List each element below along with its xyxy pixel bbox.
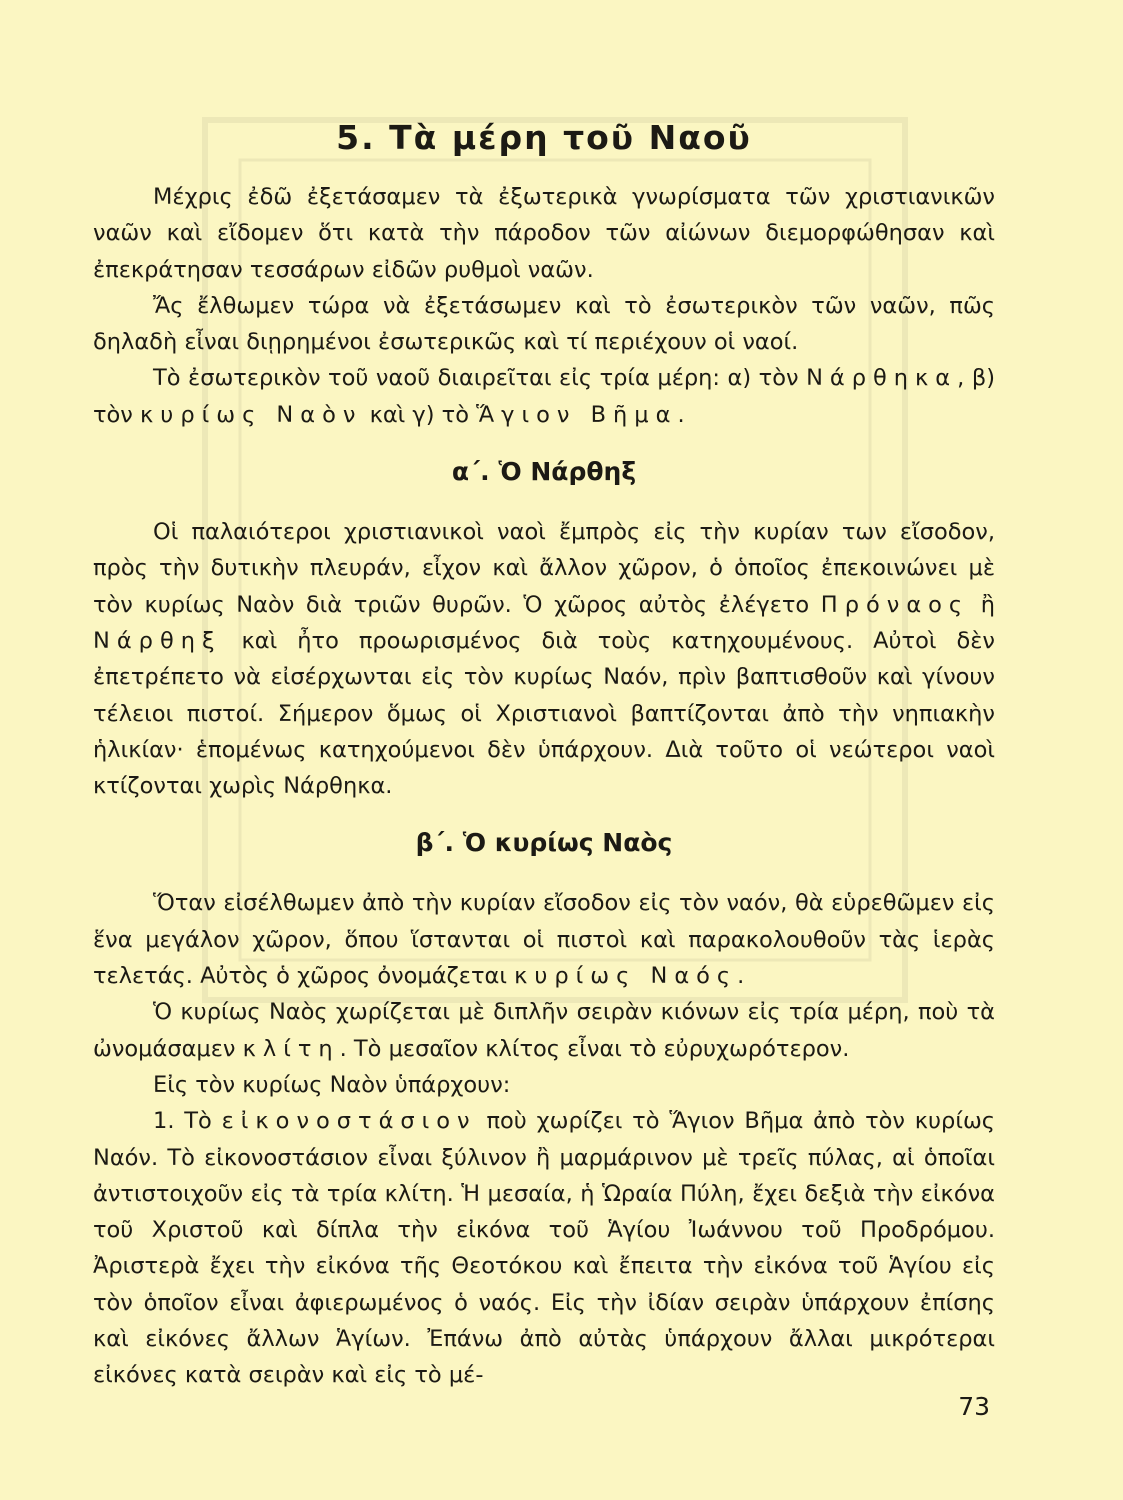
- page-number: 73: [958, 1392, 990, 1421]
- nave-paragraph-4: 1. Τὸ εἰκονοστάσιον ποὺ χωρίζει τὸ Ἅγιον Βῆμα ἀπὸ τὸν κυρίως Ναόν. Τὸ εἰκονοστάσιον εἶναι ξύλινον ἢ μαρμάρινον μὲ τρεῖς πύλας, αἱ ὁποῖαι ἀντιστοιχοῦν εἰς τὰ τρία κλίτη. Ἡ μεσαία, ἡ Ὡραία Πύλη, ἔχει δεξιὰ τὴν εἰκόνα τοῦ Χριστοῦ καὶ δίπλα τὴν εἰκόνα τοῦ Ἁγίου Ἰωάννου τοῦ Προδρόμου. Ἀριστερὰ ἔχει τὴν εἰκόνα τῆς Θεοτόκου καὶ ἔπειτα τὴν εἰκόνα τοῦ Ἁγίου εἰς τὸν ὁποῖον εἶναι ἀφιερωμένος ὁ ναός. Εἰς τὴν ἰδίαν σειρὰν ὑπάρχουν ἐπίσης καὶ εἰκόνες ἄλλων Ἁγίων. Ἐπάνω ἀπὸ αὐτὰς ὑπάρχουν ἄλλαι μικρότεραι εἰκόνες κατὰ σειρὰν καὶ εἰς τὸ μέ-: [93, 1108, 996, 1389]
- nave-paragraph-3: Εἰς τὸν κυρίως Ναὸν ὑπάρχουν:: [153, 1071, 511, 1098]
- chapter-title: 5. Τὰ μέρη τοῦ Ναοῦ: [336, 118, 752, 157]
- nave-paragraph-1: Ὅταν εἰσέλθωμεν ἀπὸ τὴν κυρίαν εἴσοδον εἰς τὸν ναόν, θὰ εὑρεθῶμεν εἰς ἕνα μεγάλον χῶρον, ὅπου ἵστανται οἱ πιστοὶ καὶ παρακολουθοῦν τὰς ἱερὰς τελετάς. Αὐτὸς ὁ χῶρος ὀνομάζεται κυρίως Ναός.: [93, 890, 995, 990]
- section-heading-narthex: α΄. Ὁ Νάρθηξ: [451, 457, 637, 487]
- intro-paragraph-1: Μέχρις ἐδῶ ἐξετάσαμεν τὰ ἐξωτερικὰ γνωρίσματα τῶν χριστιανικῶν ναῶν καὶ εἴδομεν ὅτι κατὰ τὴν πάροδον τῶν αἰώνων διεμορφώθησαν καὶ ἐπεκράτησαν τεσσάρων εἰδῶν ρυθμοὶ ναῶν.: [93, 184, 995, 283]
- intro-paragraph-2: Ἄς ἔλθωμεν τώρα νὰ ἐξετάσωμεν καὶ τὸ ἐσωτερικὸν τῶν ναῶν, πῶς δηλαδὴ εἶναι διῃρημένοι ἐσωτερικῶς καὶ τί περιέχουν οἱ ναοί.: [93, 292, 995, 356]
- section-heading-nave: β΄. Ὁ κυρίως Ναὸς: [415, 828, 673, 858]
- intro-paragraph-3: Τὸ ἐσωτερικὸν τοῦ ναοῦ διαιρεῖται εἰς τρία μέρη: α) τὸν Νάρθηκα, β) τὸν κυρίως Ναὸν καὶ γ) τὸ Ἅγιον Βῆμα.: [93, 365, 995, 428]
- nave-paragraph-2: Ὁ κυρίως Ναὸς χωρίζεται μὲ διπλῆν σειρὰν κιόνων εἰς τρία μέρη, ποὺ τὰ ὠνομάσαμεν κλίτη. Τὸ μεσαῖον κλίτος εἶναι τὸ εὐρυχωρότερον.: [93, 999, 995, 1062]
- narthex-paragraph: Οἱ παλαιότεροι χριστιανικοὶ ναοὶ ἔμπρὸς εἰς τὴν κυρίαν των εἴσοδον, πρὸς τὴν δυτικὴν πλευράν, εἶχον καὶ ἄλλον χῶρον, ὁ ὁποῖος ἐπεκοινώνει μὲ τὸν κυρίως Ναὸν διὰ τριῶν θυρῶν. Ὁ χῶρος αὐτὸς ἐλέγετο Πρόναος ἢ Νάρθηξ καὶ ἦτο προωρισμένος διὰ τοὺς κατηχουμένους. Αὐτοὶ δὲν ἐπετρέπετο νὰ εἰσέρχωνται εἰς τὸν κυρίως Ναόν, πρὶν βαπτισθοῦν καὶ γίνουν τέλειοι πιστοί. Σήμερον ὅμως οἱ Χριστιανοὶ βαπτίζονται ἀπὸ τὴν νηπιακὴν ἡλικίαν· ἑπομένως κατηχούμενοι δὲν ὑπάρχουν. Διὰ τοῦτο οἱ νεώτεροι ναοὶ κτίζονται χωρὶς Νάρθηκα.: [93, 519, 995, 800]
